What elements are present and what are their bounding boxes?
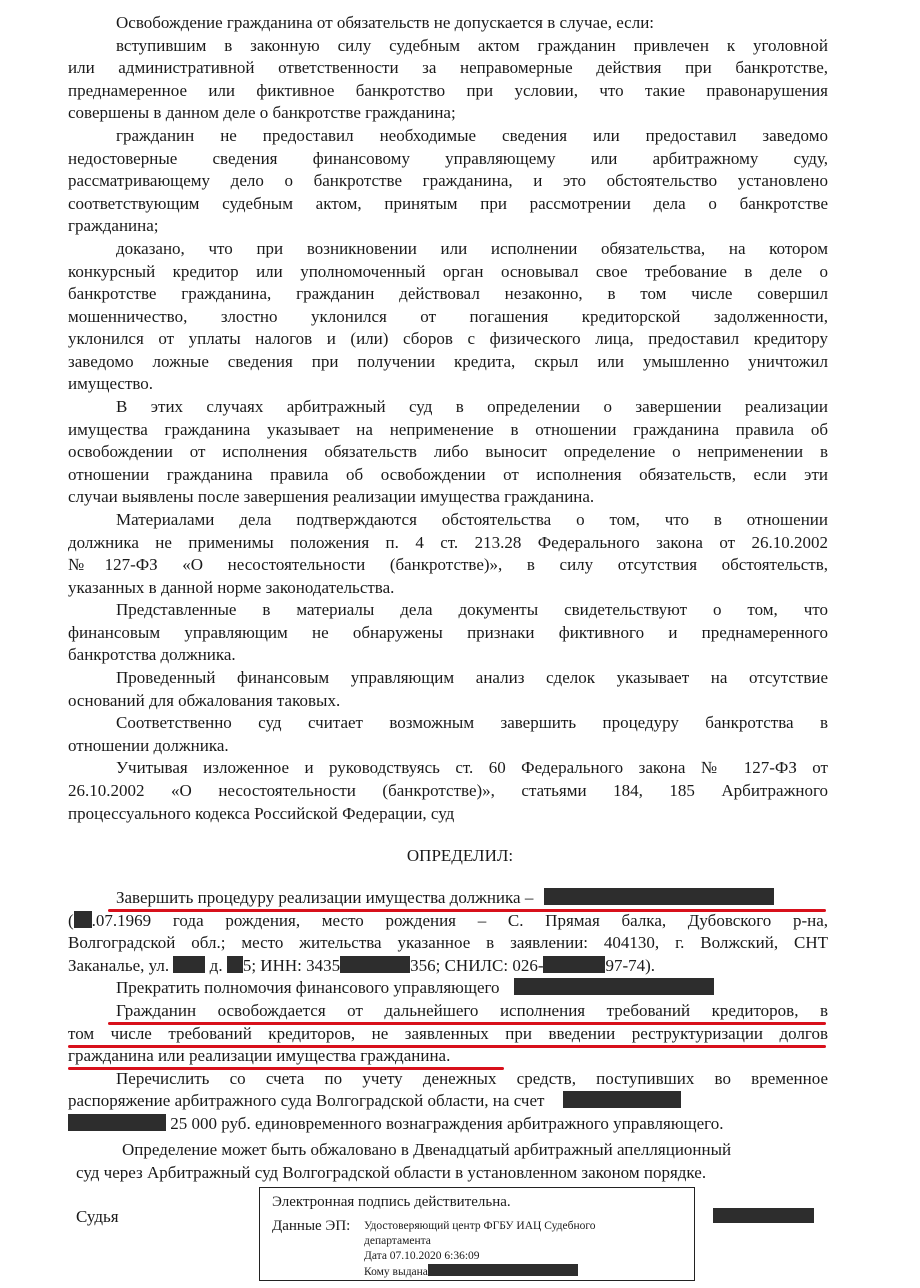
text-fragment: 25 000 руб. единовременного вознаграждения арбитражного управляющего. [170, 1114, 724, 1133]
text-line: В этих случаях арбитражный суд в определении о завершении реализации [116, 397, 828, 416]
redaction-bar [563, 1091, 681, 1108]
decision-line [68, 1113, 723, 1135]
text-fragment: распоряжение арбитражного суда Волгоградской области, на счет [68, 1091, 545, 1110]
text-line: доказано, что при возникновении или исполнении обязательства, на котором [116, 239, 828, 258]
text-line: Представленные в материалы дела документы свидетельствуют о том, что [116, 600, 828, 619]
text-line: должника не применимы положения п. 4 ст. 213.28 Федерального закона от 26.10.2002 [68, 533, 828, 552]
text-line: или административной ответственности за неправомерные действия при банкротстве, [68, 58, 828, 77]
e-signature-box [259, 1187, 695, 1281]
signature-status: Электронная подпись действительна. [272, 1194, 511, 1210]
text-line: имущества гражданина указывает на неприменение в отношении гражданина правила об [68, 420, 828, 439]
redaction-bar [340, 956, 410, 973]
text-line: рассматривающему дело о банкротстве гражданина, и это обстоятельство установлено [68, 171, 828, 190]
decision-line: Перечислить со счета по учету денежных средств, поступивших во временное [116, 1069, 828, 1088]
redaction-bar [227, 956, 243, 973]
redaction-bar [74, 911, 92, 928]
redaction-bar [713, 1208, 814, 1223]
decision-line [68, 1090, 681, 1112]
text-line: №127-ФЗ «О несостоятельности (банкротстве)», в силу отсутствия обстоятельств, [68, 555, 828, 574]
text-fragment: 97-74). [605, 956, 656, 975]
decision-line [116, 977, 714, 999]
signature-date: Дата 07.10.2020 6:36:09 [364, 1250, 480, 1262]
text-fragment: 356; СНИЛС: 026- [410, 956, 544, 975]
decision-line: Гражданин освобождается от дальнейшего исполнения требований кредиторов, в [116, 1001, 828, 1020]
decision-line [68, 955, 655, 977]
text-fragment: Кому выдана [364, 1266, 428, 1278]
text-line: Освобождение гражданина от обязательств не допускается в случае, если: [116, 13, 655, 32]
text-line: совершены в данном деле о банкротстве гражданина; [68, 103, 456, 122]
redaction-bar [543, 956, 605, 973]
redaction-bar [514, 978, 714, 995]
text-line: банкротстве гражданина, гражданин действовал незаконно, в том числе совершил [68, 284, 828, 303]
text-fragment: .07.1969 года рождения, место рождения – С. Прямая балка, Дубовского р-на, [91, 911, 828, 930]
text-line: конкурсный кредитор или уполномоченный орган основывал свое требование в деле о [68, 262, 828, 281]
decision-line: гражданина или реализации имущества гражданина. [68, 1046, 451, 1065]
text-line: освобождении от исполнения обязательств либо выносит определение о неприменении в [68, 442, 828, 461]
text-line: соответствующим судебным актом, принятым при рассмотрении дела о банкротстве [68, 194, 828, 213]
text-line: уклонился от уплаты налогов и (или) сборов с физического лица, предоставил кредитору [68, 329, 828, 348]
decision-line: том числе требований кредиторов, не заявленных при введении реструктуризации долгов [68, 1024, 828, 1043]
redaction-bar [428, 1264, 578, 1276]
text-line: отношении гражданина правила об освобождении от исполнения обязательств, если эти [68, 465, 828, 484]
text-line: мошенничество, злостно уклонился от погашения кредиторской задолженности, [68, 307, 828, 326]
signature-center: Удостоверяющий центр ФГБУ ИАЦ Судебного [364, 1220, 596, 1232]
redaction-bar [173, 956, 205, 973]
text-fragment: 5; ИНН: 3435 [242, 956, 341, 975]
redaction-bar [544, 888, 774, 905]
text-fragment: Прекратить полномочия финансового управляющего [116, 978, 500, 997]
text-fragment: Заканалье, ул. [68, 956, 170, 975]
text-fragment: д. [209, 956, 223, 975]
text-line: Учитывая изложенное и руководствуясь ст. 60 Федерального закона № 127-ФЗ от [116, 758, 828, 777]
redaction-bar [68, 1114, 166, 1131]
text-line: имущество. [68, 374, 154, 393]
signature-issued-to [364, 1264, 578, 1279]
text-line: оснований для обжалования таковых. [68, 691, 341, 710]
text-line: заведомо ложные сведения при получении кредита, скрыл или умышленно уничтожил [68, 352, 828, 371]
text-line: Материалами дела подтверждаются обстоятельства о том, что в отношении [116, 510, 828, 529]
underlined-text: Завершить процедуру реализации имущества должника – [116, 888, 534, 907]
text-line: Соответственно суд считает возможным завершить процедуру банкротства в [116, 713, 828, 732]
text-line: указанных в данной норме законодательства. [68, 578, 395, 597]
text-line: отношении должника. [68, 736, 229, 755]
decision-line: Определение может быть обжаловано в Двенадцатый арбитражный апелляционный [122, 1140, 732, 1159]
ruling-heading: ОПРЕДЕЛИЛ: [406, 846, 514, 865]
text-line: недостоверные сведения финансовому управляющему или арбитражному суду, [68, 149, 828, 168]
text-line: банкротства должника. [68, 645, 236, 664]
decision-line: Волгоградской обл.; место жительства указанное в заявлении: 404130, г. Волжский, СНТ [68, 933, 828, 952]
decision-line [68, 910, 828, 932]
text-line: гражданина; [68, 216, 159, 235]
decision-line: суд через Арбитражный суд Волгоградской области в установленном законом порядке. [76, 1163, 707, 1182]
text-line: вступившим в законную силу судебным актом гражданин привлечен к уголовной [116, 36, 828, 55]
text-line: Проведенный финансовым управляющим анализ сделок указывает на отсутствие [116, 668, 828, 687]
text-fragment: ( [68, 911, 74, 930]
signature-center-cont: департамента [364, 1235, 431, 1247]
text-line: гражданин не предоставил необходимые сведения или предоставил заведомо [116, 126, 828, 145]
signature-data-label: Данные ЭП: [272, 1218, 351, 1234]
decision-line [116, 887, 774, 909]
text-line: финансовым управляющим не обнаружены признаки фиктивного и преднамеренного [68, 623, 828, 642]
text-line: 26.10.2002 «О несостоятельности (банкротстве)», статьями 184, 185 Арбитражного [68, 781, 828, 800]
text-line: преднамеренное или фиктивное банкротство при условии, что такие правонарушения [68, 81, 828, 100]
judge-label: Судья [76, 1207, 119, 1226]
text-line: процессуального кодекса Российской Федерации, суд [68, 804, 455, 823]
text-line: случаи выявлены после завершения реализации имущества гражданина. [68, 487, 595, 506]
